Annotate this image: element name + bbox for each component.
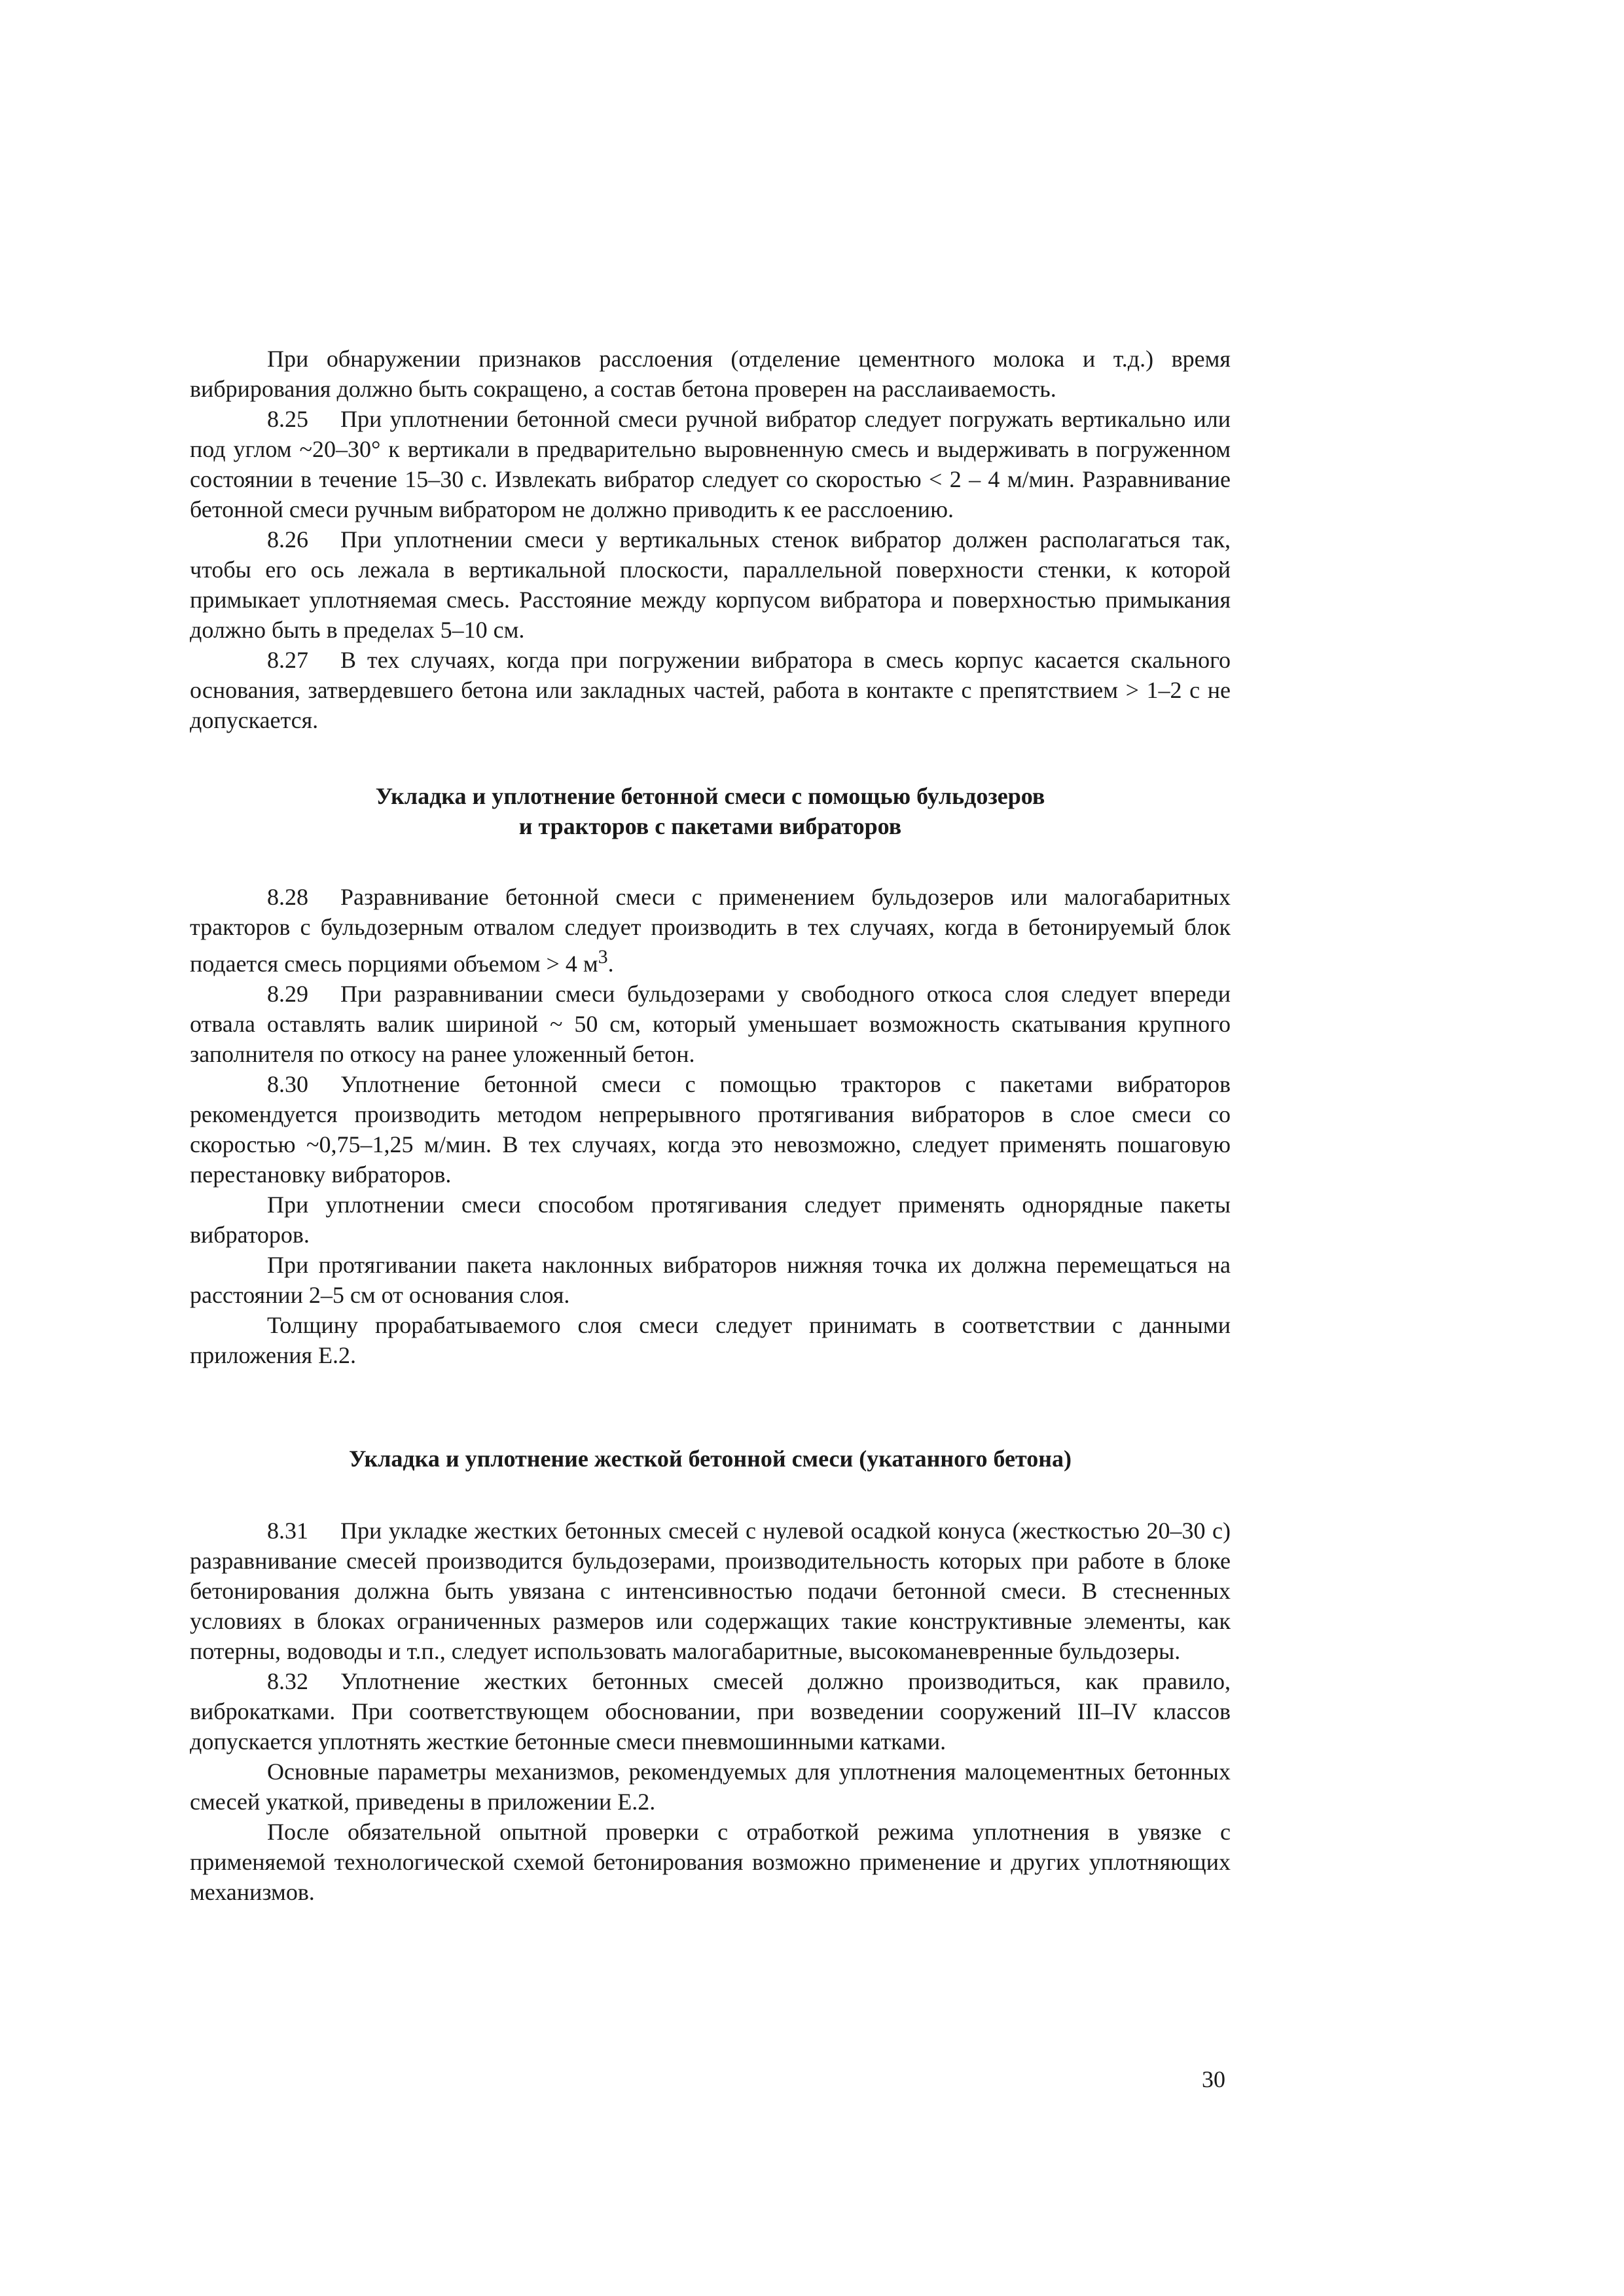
section-heading-rigid-concrete	[190, 1444, 1231, 1474]
clause-text: При уплотнении смеси у вертикальных стенок вибратор должен располагаться так, чтобы его ось лежала в вертикальной плоскости, параллельной поверхности стенки, к которой примыкает уплотняемая смесь. Расстояние между корпусом вибратора и поверхностью примыкания должно быть в пределах 5–10 см.	[190, 526, 1231, 643]
paragraph-single-row-packs	[190, 1190, 1231, 1250]
paragraph-text: Толщину прорабатываемого слоя смеси следует принимать в соответствии с данными приложения Е.2.	[190, 1312, 1231, 1368]
paragraph-text: При обнаружении признаков расслоения (отделение цементного молока и т.д.) время вибрирования должно быть сокращено, а состав бетона проверен на расслаиваемость.	[190, 346, 1231, 402]
clause-text: Разравнивание бетонной смеси с применением бульдозеров или малогабаритных тракторов с бульдозерным отвалом следует производить в тех случаях, когда в бетонируемый блок подается смесь порциями объемом > 4 м	[190, 884, 1231, 977]
clause-number: 8.29	[267, 981, 308, 1007]
clause-8-30	[190, 1069, 1231, 1190]
clause-8-32	[190, 1666, 1231, 1757]
section-heading-bulldozers	[190, 781, 1231, 841]
paragraph-layer-thickness	[190, 1310, 1231, 1370]
clause-number: 8.28	[267, 884, 308, 910]
clause-text: Уплотнение жестких бетонных смесей должно производиться, как правило, виброкатками. При соответствующем обосновании, при возведении сооружений III–IV классов допускается уплотнять жесткие бетонные смеси пневмошинными катками.	[190, 1668, 1231, 1755]
paragraph-delamination	[190, 344, 1231, 404]
clause-text: В тех случаях, когда при погружении вибратора в смесь корпус касается скального основания, затвердевшего бетона или закладных частей, работа в контакте с препятствием > 1–2 с не допускается.	[190, 647, 1231, 733]
clause-text: При уплотнении бетонной смеси ручной вибратор следует погружать вертикально или под углом ~20–30° к вертикали в предварительно выровненную смесь и выдерживать в погруженном состоянии в течение 15–30 с. Извлекать вибратор следует со скоростью < 2 – 4 м/мин. Разравнивание бетонной смеси ручным вибратором не должно приводить к ее расслоению.	[190, 406, 1231, 522]
paragraph-text: Основные параметры механизмов, рекомендуемых для уплотнения малоцементных бетонных смесей укаткой, приведены в приложении Е.2.	[190, 1758, 1231, 1815]
clause-8-29	[190, 979, 1231, 1069]
superscript: 3	[598, 946, 608, 968]
clause-number: 8.30	[267, 1071, 308, 1097]
spacer	[190, 1370, 1231, 1444]
paragraph-inclined-vibrators	[190, 1250, 1231, 1310]
clause-text: При разравнивании смеси бульдозерами у свободного откоса слоя следует впереди отвала оставлять валик шириной ~ 50 см, который уменьшает возможность скатывания крупного заполнителя по откосу на ранее уложенный бетон.	[190, 981, 1231, 1067]
clause-number: 8.25	[267, 406, 308, 432]
clause-8-31	[190, 1516, 1231, 1666]
document-body	[190, 344, 1231, 1907]
clause-number: 8.27	[267, 647, 308, 673]
spacer	[190, 841, 1231, 882]
clause-number: 8.31	[267, 1518, 308, 1544]
heading-line: Укладка и уплотнение жесткой бетонной смеси (укатанного бетона)	[349, 1446, 1072, 1472]
paragraph-text: При уплотнении смеси способом протягивания следует применять однорядные пакеты вибраторов.	[190, 1192, 1231, 1248]
clause-text: При укладке жестких бетонных смесей с нулевой осадкой конуса (жесткостью 20–30 с) разравнивание смесей производится бульдозерами, производительность которых при работе в блоке бетонирования должна быть увязана с интенсивностью подачи бетонной смеси. В стесненных условиях в блоках ограниченных размеров или содержащих такие конструктивные элементы, как потерны, водоводы и т.п., следует использовать малогабаритные, высокоманевренные бульдозеры.	[190, 1518, 1231, 1664]
spacer	[190, 735, 1231, 781]
clause-text-end: .	[607, 951, 614, 977]
clause-number: 8.26	[267, 526, 308, 553]
clause-text: Уплотнение бетонной смеси с помощью тракторов с пакетами вибраторов рекомендуется производить методом непрерывного протягивания вибраторов в слое смеси со скоростью ~0,75–1,25 м/мин. В тех случаях, когда это невозможно, следует применять пошаговую перестановку вибраторов.	[190, 1071, 1231, 1188]
clause-8-28	[190, 882, 1231, 979]
heading-line: и тракторов с пакетами вибраторов	[518, 813, 902, 839]
paragraph-other-mechanisms	[190, 1817, 1231, 1907]
heading-line: Укладка и уплотнение бетонной смеси с помощью бульдозеров	[375, 783, 1045, 809]
paragraph-text: После обязательной опытной проверки с отработкой режима уплотнения в увязке с применяемой технологической схемой бетонирования возможно применение и других уплотняющих механизмов.	[190, 1819, 1231, 1905]
page-number: 30	[1202, 2066, 1225, 2092]
paragraph-main-parameters	[190, 1757, 1231, 1817]
clause-number: 8.32	[267, 1668, 308, 1694]
spacer	[190, 1474, 1231, 1516]
clause-8-25	[190, 404, 1231, 524]
paragraph-text: При протягивании пакета наклонных вибраторов нижняя точка их должна перемещаться на расстоянии 2–5 см от основания слоя.	[190, 1252, 1231, 1308]
clause-8-27	[190, 645, 1231, 735]
clause-8-26	[190, 524, 1231, 645]
